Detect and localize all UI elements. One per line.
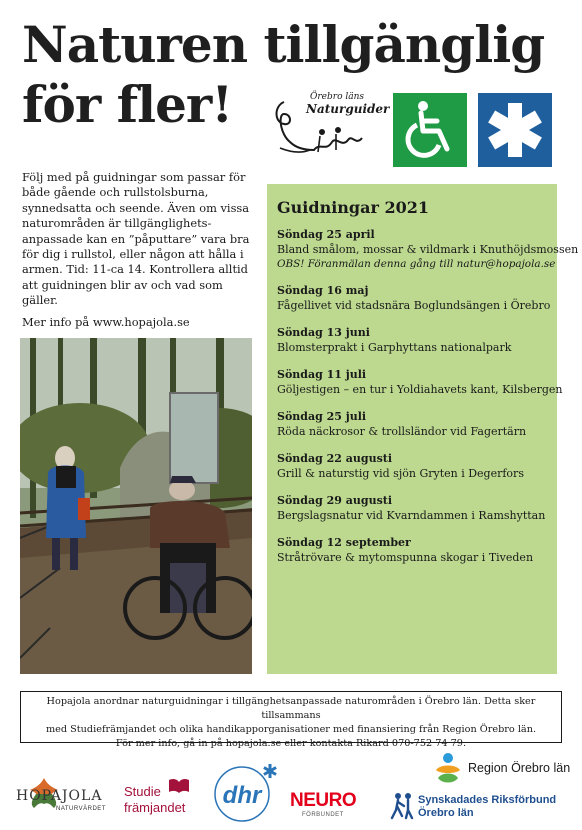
guidings-title: Guidningar 2021: [277, 198, 429, 217]
naturguider-logo: [270, 92, 390, 166]
event-description: Blomsterprakt i Garphyttans nationalpark: [277, 341, 512, 354]
event-description: Grill & naturstig vid sjön Gryten i Degerfors: [277, 467, 524, 480]
event-date: Söndag 11 juli: [277, 368, 367, 381]
more-info-link: Mer info på www.hopajola.se: [22, 314, 190, 329]
hopajola-subtitle: NATURVÄRDET: [56, 806, 106, 812]
wheelchair-trail-photo: [20, 338, 252, 674]
event-date: Söndag 22 augusti: [277, 452, 393, 465]
event-date: Söndag 25 april: [277, 228, 375, 241]
event-item: [277, 367, 563, 397]
dhr-text: dhr: [222, 782, 262, 809]
guidings-box: [267, 184, 579, 674]
event-item: [277, 493, 547, 523]
region-name: Region Örebro län: [468, 761, 571, 775]
studie-line-2: främjandet: [124, 800, 186, 815]
star-of-life-icon: [478, 93, 552, 167]
intro-paragraph: Följ med på guidningar som passar för både gående och rullstolsburna, synnedsatta och seende. Även om vissa naturområden är tillgänglighets-anpassade kan en ”påputtare” vara bra för dig i rullstol, eller någon att hålla i armen. Tid: 11-ca 14. Kontrollera alltid att guidningen blir av och vad som gäller.: [22, 170, 250, 308]
event-date: Söndag 16 maj: [277, 284, 369, 297]
bottom-info-line-1: Hopajola anordnar naturguidningar i tillgänghetsanpassade naturområden i Örebro län. Detta sker tillsammans: [46, 696, 536, 721]
srf-line-1: Synskadades Riksförbund: [418, 794, 557, 806]
region-orebro-logo: [432, 752, 572, 786]
event-description: Stråtrövare & mytomspunna skogar i Tiveden: [277, 551, 534, 564]
hopajola-logo: [16, 774, 104, 818]
title-line-2: för fler!: [22, 75, 233, 134]
intro-text: [22, 170, 256, 336]
bottom-info-line-2: med Studiefrämjandet och olika handikapporganisationer med finansiering från Region Örebro län.: [45, 724, 537, 735]
naturguider-small-text: Örebro läns: [310, 92, 365, 102]
dhr-logo: [210, 762, 280, 822]
event-date: Söndag 13 juni: [277, 326, 370, 339]
synskadades-riksförbund-logo: [390, 792, 570, 824]
event-item: [277, 409, 547, 439]
event-note: OBS! Föranmälan denna gång till natur@hopajola.se: [277, 258, 556, 270]
srf-line-2: Örebro län: [418, 807, 474, 819]
event-date: Söndag 29 augusti: [277, 494, 393, 507]
event-item: [277, 325, 547, 355]
event-date: Söndag 12 september: [277, 536, 411, 549]
event-item: [277, 283, 551, 313]
event-description: Fågellivet vid stadsnära Boglundsängen i Örebro: [277, 299, 551, 312]
bottom-info-box: [20, 691, 562, 749]
wheelchair-accessibility-icon: [393, 93, 467, 167]
event-description: Bergslagsnatur vid Kvarndammen i Ramshyttan: [277, 509, 546, 522]
event-item: [277, 535, 547, 565]
event-description: Röda näckrosor & trollsländor vid Fagertärn: [277, 425, 527, 438]
neuro-logo: [290, 790, 382, 822]
bottom-info-line-3: För mer info, gå in på hopajola.se eller kontakta Rikard 070-752 74 79.: [115, 738, 467, 749]
neuro-name: NEURO: [290, 790, 357, 811]
event-description: Bland smålom, mossar & vildmark i Knuthöjdsmossen: [277, 243, 579, 256]
event-item: [277, 227, 579, 271]
hopajola-name: HOPAJOLA: [16, 788, 103, 804]
neuro-subtitle: FÖRBUNDET: [302, 812, 344, 818]
naturguider-name: Naturguider: [306, 102, 390, 116]
studiefrämjandet-logo: [124, 778, 194, 818]
event-item: [277, 451, 547, 481]
event-description: Göljestigen – en tur i Yoldiahavets kant, Kilsbergen: [277, 383, 563, 396]
studie-line-1: Studie: [124, 784, 161, 799]
title-line-1: Naturen tillgänglig: [22, 15, 545, 74]
event-date: Söndag 25 juli: [277, 410, 367, 423]
